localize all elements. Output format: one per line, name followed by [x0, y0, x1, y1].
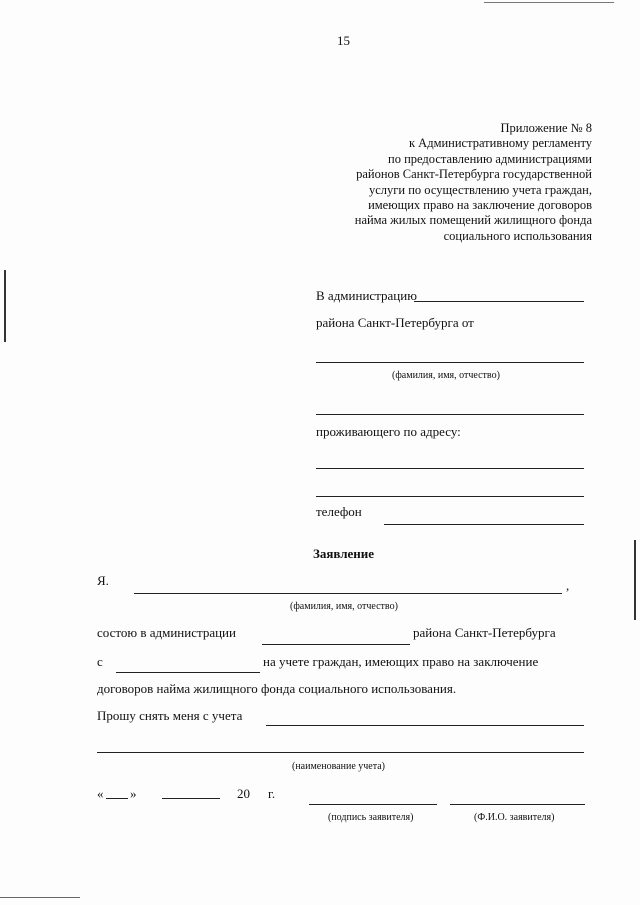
- register-name-field-2[interactable]: [97, 752, 584, 753]
- admin-district-field[interactable]: [262, 644, 410, 645]
- since-date-field[interactable]: [116, 672, 260, 673]
- right-margin-mark: [634, 540, 636, 620]
- fio-comma: ,: [566, 578, 570, 593]
- applicant-fio-caption: (фамилия, имя, отчество): [392, 370, 500, 381]
- appendix-line: имеющих право на заключение договоров: [368, 198, 592, 213]
- register-name-field[interactable]: [266, 725, 584, 726]
- appendix-line: услуги по осуществлению учета граждан,: [368, 182, 592, 197]
- phone-label: телефон: [316, 504, 362, 519]
- applicant-fio-field-2[interactable]: [316, 414, 584, 415]
- residing-at-label: проживающего по адресу:: [316, 424, 461, 439]
- signature-caption: (подпись заявителя): [328, 812, 414, 823]
- bottom-edge-line: [0, 897, 80, 898]
- statement-title: Заявление: [313, 546, 375, 561]
- statement-fio-field[interactable]: [134, 593, 562, 594]
- initials-caption: (Ф.И.О. заявителя): [474, 812, 555, 823]
- address-field-2[interactable]: [316, 496, 584, 497]
- applicant-fio-field[interactable]: [316, 362, 584, 363]
- since-label: с: [97, 654, 103, 669]
- initials-field[interactable]: [450, 804, 585, 805]
- quote-open: «: [97, 786, 104, 801]
- appendix-line: социального использования: [443, 228, 592, 243]
- appendix-block: [355, 121, 592, 244]
- contracts-label: договоров найма жилищного фонда социального использования.: [97, 681, 457, 696]
- statement-fio-caption: (фамилия, имя, отчество): [290, 601, 398, 612]
- admin-name-field[interactable]: [414, 301, 584, 302]
- appendix-line: найма жилых помещений жилищного фонда: [354, 213, 592, 228]
- left-margin-mark: [4, 270, 6, 342]
- year-suffix: г.: [268, 786, 276, 801]
- registered-at-label: состою в администрации: [97, 625, 236, 640]
- address-field-1[interactable]: [316, 468, 584, 469]
- district-from-label: района Санкт-Петербурга от: [316, 315, 474, 330]
- appendix-line: Приложение № 8: [500, 121, 592, 135]
- on-register-label: на учете граждан, имеющих право на заключение: [263, 654, 539, 669]
- request-label: Прошу снять меня с учета: [97, 708, 243, 723]
- phone-field[interactable]: [384, 524, 584, 525]
- month-field[interactable]: [162, 798, 220, 799]
- appendix-line: районов Санкт-Петербурга государственной: [356, 167, 592, 182]
- signature-field[interactable]: [309, 804, 437, 805]
- appendix-line: к Административному регламенту: [408, 136, 592, 151]
- district-label: района Санкт-Петербурга: [413, 625, 556, 640]
- year-prefix: 20: [237, 786, 250, 801]
- register-caption: (наименование учета): [292, 761, 385, 772]
- i-label: Я.: [97, 573, 109, 588]
- day-field[interactable]: [106, 798, 128, 799]
- to-admin-label: В администрацию: [316, 288, 417, 303]
- quote-close: »: [130, 786, 137, 801]
- top-edge-line: [484, 2, 614, 3]
- appendix-line: по предоставлению администрациями: [388, 151, 592, 166]
- page-number: 15: [337, 33, 350, 48]
